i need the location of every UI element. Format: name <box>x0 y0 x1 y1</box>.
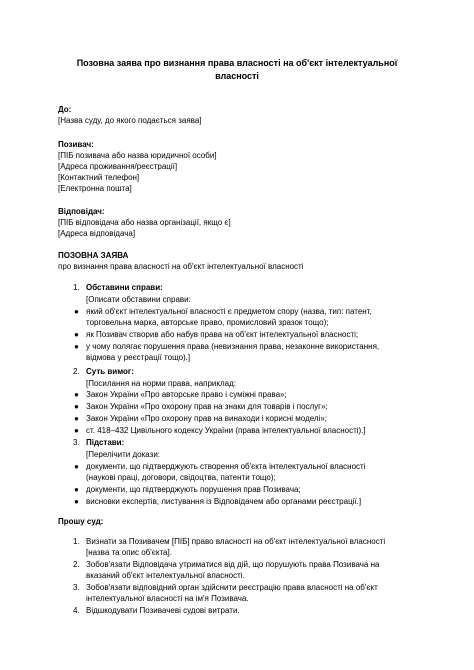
plaintiff-line: [Контактний телефон] <box>58 173 140 182</box>
plaintiff-line: [Електронна пошта] <box>58 184 132 193</box>
bullet-icon: ● <box>74 462 79 471</box>
bullet-icon: ● <box>74 426 79 435</box>
bullet-icon: ● <box>74 307 79 316</box>
request-number: 4. <box>73 606 80 615</box>
plaintiff-line: [ПІБ позивача або назва юридичної особи] <box>58 151 217 160</box>
request-text: інтелектуальної власності на ім'я Позивача. <box>86 594 249 603</box>
request-text: Зобов'язати Відповідача утриматися від дій, що порушують права Позивача на <box>86 560 380 569</box>
request-text: Визнати за Позивачем [ПІБ] право власності на об'єкт інтелектуальної власності <box>86 537 386 546</box>
claim-subheading: про визнання права власності на об'єкт інтелектуальної власності <box>58 262 304 271</box>
request-number: 2. <box>73 560 80 569</box>
section-title: Підстави: <box>86 438 125 447</box>
section-number: 2. <box>73 367 80 376</box>
list-item-text: відмова у реєстрації тощо).] <box>86 353 191 362</box>
claim-header <box>58 250 438 272</box>
list-item-text: Закон України «Про авторське право і суміжні права»; <box>86 390 287 399</box>
list-item-text: (наукові праці, договори, свідоцтва, патенти тощо); <box>86 473 276 482</box>
section-intro: [Перелічити докази: <box>86 450 161 459</box>
section-number: 1. <box>73 283 80 292</box>
document-title <box>60 57 414 83</box>
request-text: [назва та опис об'єкта]. <box>86 548 172 557</box>
list-item-text: як Позивач створив або набув права на об'єкт інтелектуальної власності; <box>86 330 359 339</box>
section-title: Суть вимог: <box>86 367 134 376</box>
list-item-text: Закон України «Про охорону прав на знаки для товарів і послуг»; <box>86 402 328 411</box>
to-block <box>58 104 438 126</box>
list-item-text: у чому полягає порушення права (невизнання права, незаконне використання, <box>86 342 380 351</box>
plaintiff-line: [Адреса проживання/реєстрації] <box>58 162 178 171</box>
defendant-line: [Адреса відповідача] <box>58 229 136 238</box>
list-item-text: торговельна марка, авторське право, промисловий зразок тощо); <box>86 318 329 327</box>
section-intro: [Описати обставини справи: <box>86 295 191 304</box>
bullet-icon: ● <box>74 402 79 411</box>
list-item-text: документи, що підтверджують створення об'єкта інтелектуальної власності <box>86 462 366 471</box>
bullet-icon: ● <box>74 390 79 399</box>
request-text: Зобов'язати відповідний орган здійснити реєстрацію права власності на об'єкт <box>86 583 378 592</box>
court-name-placeholder: [Назва суду, до якого подається заява] <box>58 116 202 125</box>
bullet-icon: ● <box>74 342 79 351</box>
request-number: 3. <box>73 583 80 592</box>
section-intro: [Посилання на норми права, наприклад: <box>86 379 236 388</box>
claim-heading: ПОЗОВНА ЗАЯВА <box>58 251 129 260</box>
bullet-icon: ● <box>74 330 79 339</box>
list-item-text: який об'єкт інтелектуальної власності є предметом спору (назва, тип: патент, <box>86 307 372 316</box>
request-heading <box>58 516 438 527</box>
defendant-block <box>58 206 438 239</box>
list-item-text: ст. 418–432 Цивільного кодексу України (права інтелектуальної власності).] <box>86 426 366 435</box>
bullet-icon: ● <box>74 497 79 506</box>
list-item-text: висновки експертів, листування із Відповідачем або органами реєстрації.] <box>86 497 362 506</box>
request-heading-text: Прошу суд: <box>58 517 104 526</box>
title-line: Позовна заява про визнання права власності на об'єкт інтелектуальної <box>76 58 398 68</box>
plaintiff-block <box>58 139 438 194</box>
defendant-heading: Відповідач: <box>58 207 105 216</box>
section-title: Обставини справи: <box>86 283 163 292</box>
request-text: Відшкодувати Позивачеві судові витрати. <box>86 606 240 615</box>
bullet-icon: ● <box>74 414 79 423</box>
to-heading: До: <box>58 105 72 114</box>
section-number: 3. <box>73 438 80 447</box>
defendant-line: [ПІБ відповідача або назва організації, якщо є] <box>58 218 231 227</box>
list-item-text: документи, що підтверджують порушення прав Позивача; <box>86 485 301 494</box>
plaintiff-heading: Позивач: <box>58 140 94 149</box>
request-text: вказаний об'єкт інтелектуальної власності. <box>86 571 245 580</box>
request-number: 1. <box>73 537 80 546</box>
title-line: власності <box>215 71 259 81</box>
bullet-icon: ● <box>74 485 79 494</box>
list-item-text: Закон України «Про охорону прав на винаходи і корисні моделі»; <box>86 414 328 423</box>
